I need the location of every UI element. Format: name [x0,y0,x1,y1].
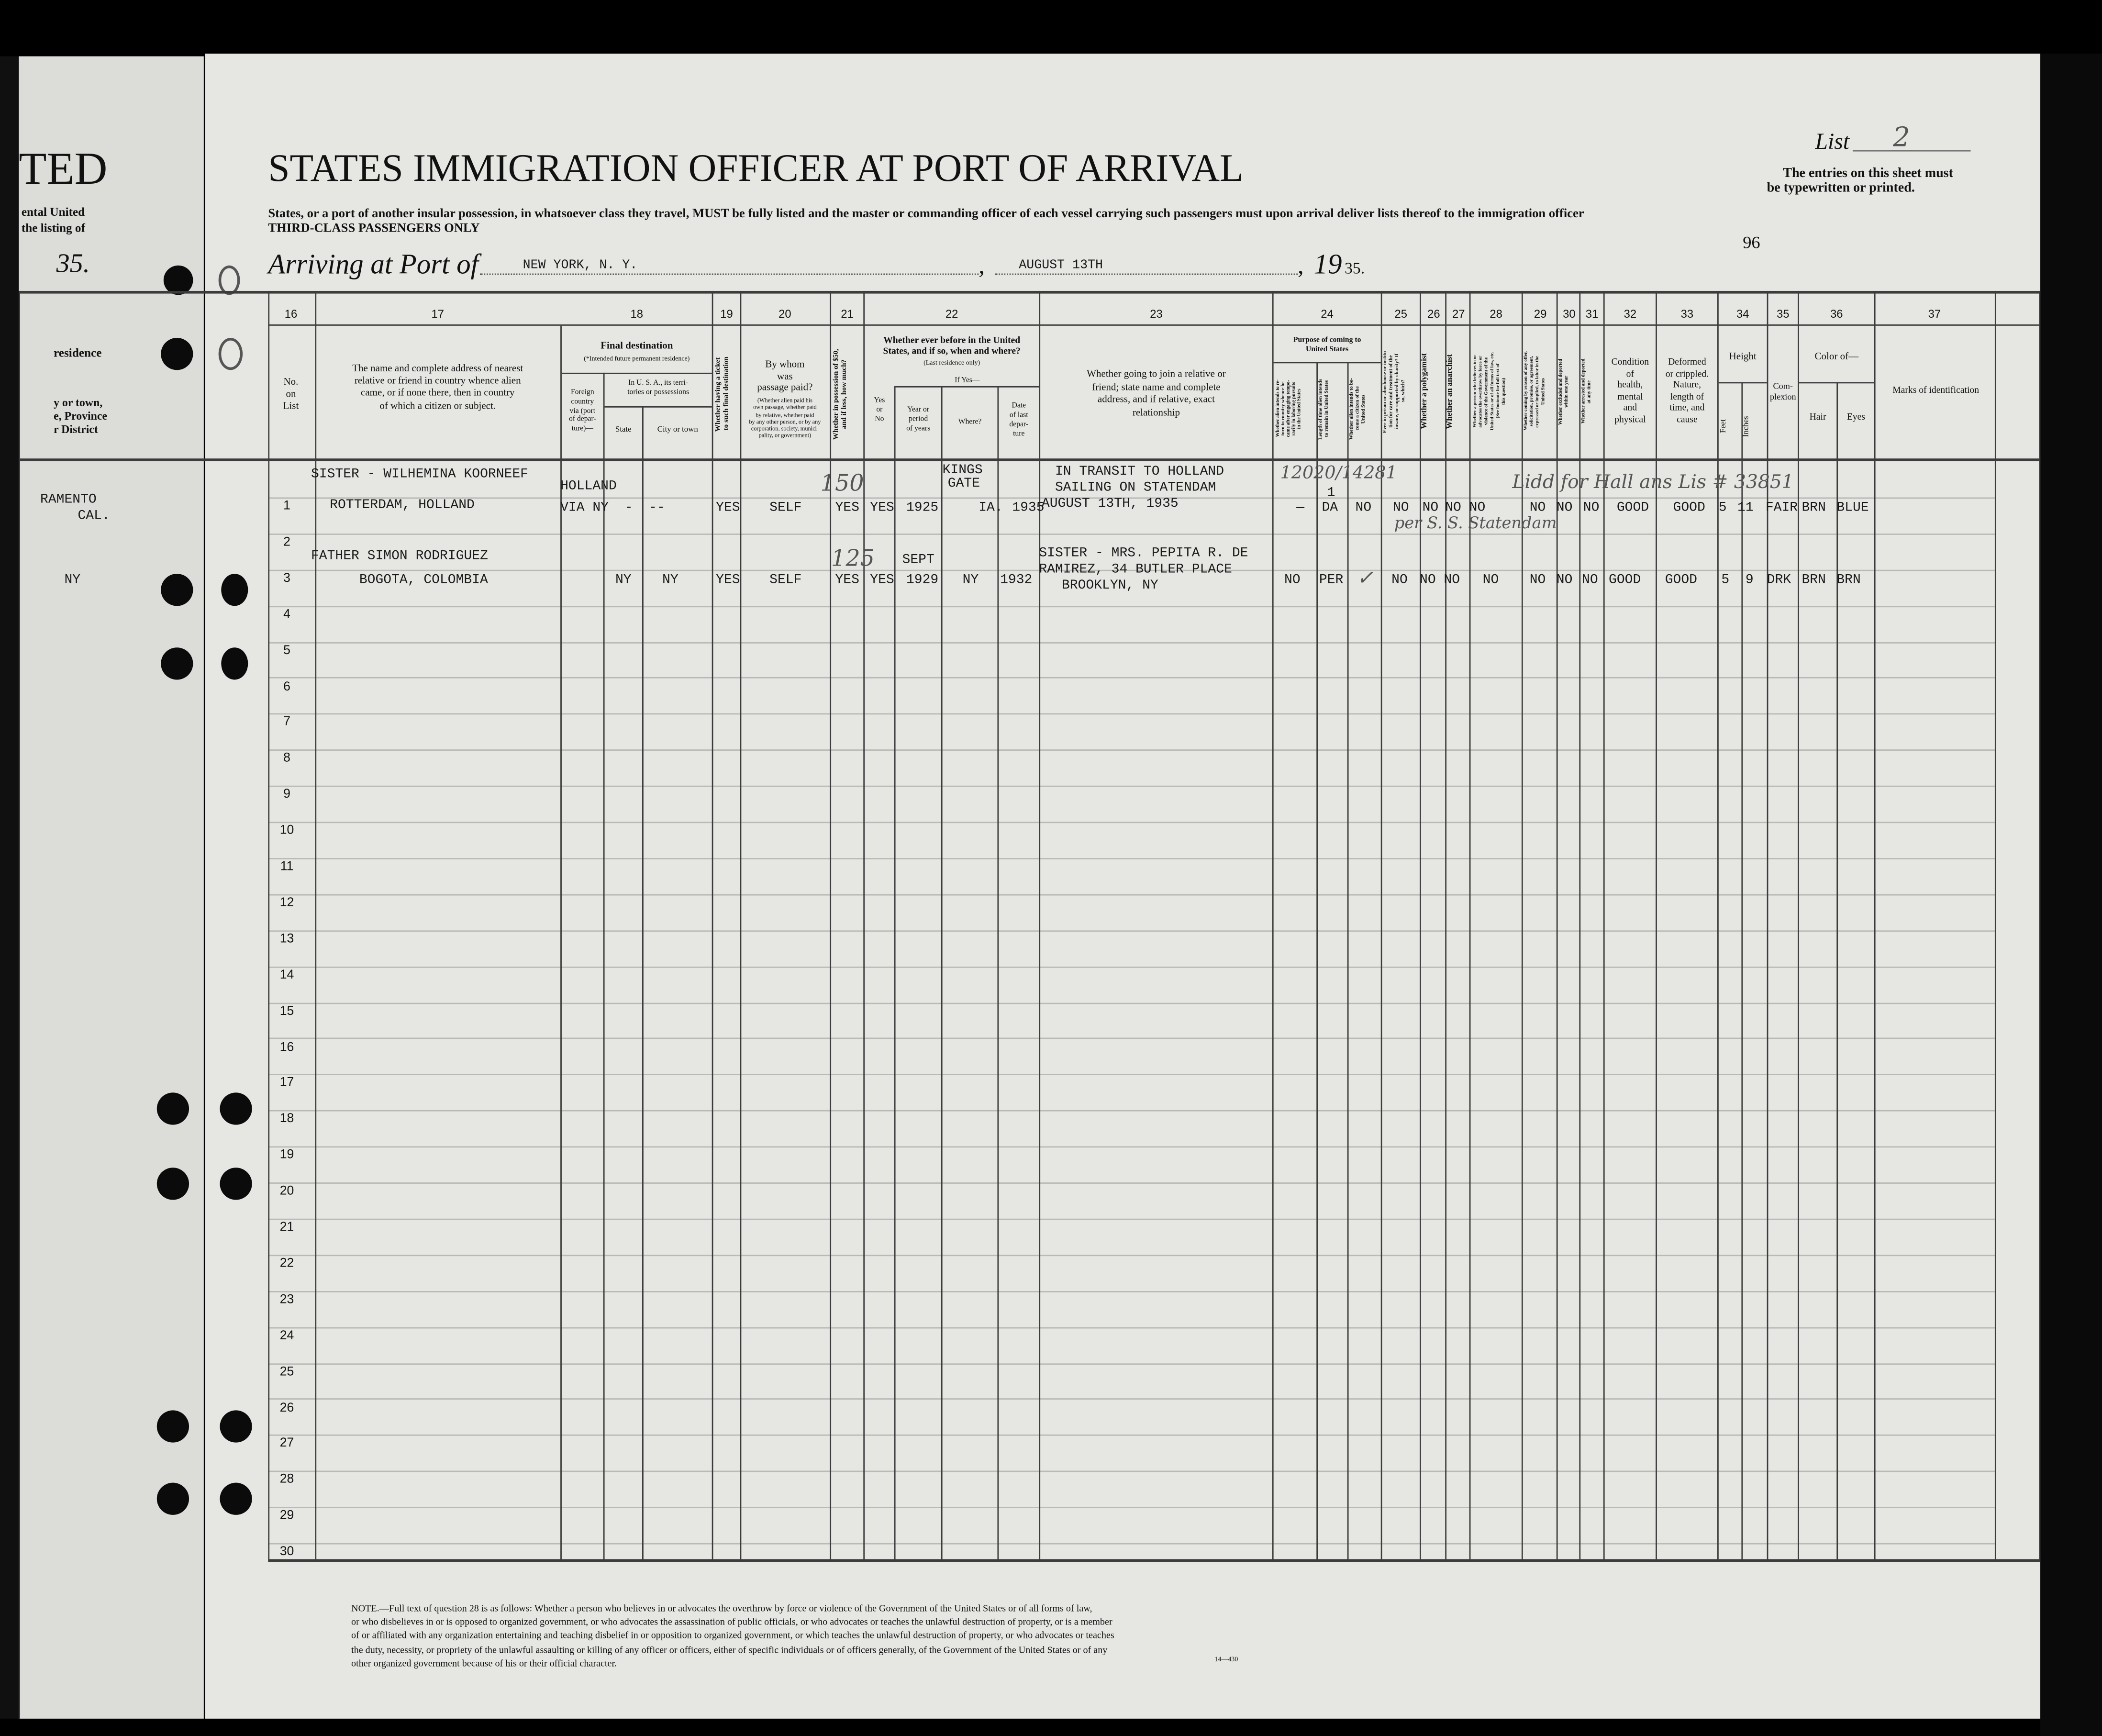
header-relative: The name and complete address of nearest relative or friend in country whence alien came, or if none there, then in country of which a citizen or subject. [352,362,523,412]
col-number: 25 [1394,307,1408,321]
entry1-foreign-1: HOLLAND [560,480,617,495]
row-number: 6 [283,679,290,695]
entry3-c27: NO [1444,574,1460,589]
header-final-destination: Final destination [601,339,673,352]
col-number: 23 [1150,307,1163,321]
column-line [603,373,605,1562]
row-number: 7 [283,714,290,730]
column-line [941,386,943,1562]
entry1-c31: NO [1583,501,1600,516]
entry3-been-before: YES [870,574,894,589]
punch-hole [157,1092,189,1124]
entry1-paid-by: SELF [769,501,802,516]
header-been-before: Whether ever before in the United States, and if so, when and where? [883,335,1021,357]
row-number: 27 [279,1436,294,1451]
list-line [1853,150,1971,152]
row-number: 5 [283,643,290,658]
row-number: 15 [279,1004,294,1019]
row-number: 1 [283,499,290,514]
row-rule [268,1219,1995,1220]
entry3-complexion: DRK [1767,574,1791,589]
entry1-citizen: NO [1355,501,1372,516]
c36-sub-rule [1799,382,1874,383]
form-number: 14—430 [1214,1657,1238,1664]
row-rule [268,786,1995,787]
header-purpose: Purpose of coming to United States [1293,336,1361,354]
entry1-inches: 11 [1737,501,1754,516]
comma: , [979,252,985,279]
entry3-joining-3: BROOKLYN, NY [1061,579,1158,594]
column-line [1836,382,1838,1561]
row-rule [268,606,1995,607]
entry3-return-intent: NO [1284,574,1301,589]
punch-hole [157,1410,189,1442]
col-number: 26 [1427,307,1440,321]
entry3-joining-2: RAMIREZ, 34 BUTLER PLACE [1039,563,1232,578]
entry1-hair: BRN [1802,501,1826,516]
entry1-c30: NO [1556,501,1573,516]
header-foreign-country: Foreign country via (port of depar- ture)— [568,389,596,434]
c18-sub-rule-2 [605,406,712,408]
header-feet: Feet [1720,419,1728,434]
entry3-c28: NO [1482,574,1499,589]
port-line [480,274,979,277]
entry1-annotation-1: Lidd for Hall ans Lis # 33851 [1512,472,1794,494]
col-number: 16 [284,307,298,321]
entry1-complexion: FAIR [1765,501,1798,516]
row-number: 20 [279,1183,294,1199]
column-line [1469,291,1471,1562]
entry1-length: DA [1322,501,1338,516]
column-line [997,386,999,1562]
column-line [1995,291,1996,1562]
entry3-year-1: SEPT [902,554,934,568]
punch-hole [220,1410,252,1442]
instructions-right-2: be typewritten or printed. [1767,181,1915,196]
punch-hole [157,1168,189,1200]
entry3-city: NY [662,574,678,589]
entry1-c25: NO [1392,501,1409,516]
column-line [1741,382,1743,1561]
entry1-where-1: KINGS [942,464,983,479]
row-rule [268,1255,1995,1256]
row-number: 23 [279,1292,294,1307]
header-marks: Marks of identification [1892,385,1980,396]
entry3-joining-1: SISTER - MRS. PEPITA R. DE [1039,547,1248,562]
column-line [1874,291,1876,1562]
passenger-class: THIRD-CLASS PASSENGERS ONLY [268,223,480,236]
row-rule [268,1146,1995,1147]
footnote-line: the duty, necessity, or propriety of the unlawful assaulting or killing of any officer or officers, either of specific individuals or of officers generally, of the Government of the United States or of any [351,1644,1108,1656]
row-rule [268,822,1995,823]
column-line [1347,362,1349,1562]
column-line [2039,291,2040,1562]
row-rule [268,1470,1995,1472]
header-final-destination-sub: (*Intended future permanent residence) [584,356,690,364]
entry1-relative-1: SISTER - WILHEMINA KOORNEEF [311,467,528,483]
row-rule [268,1110,1995,1112]
left-residence-sub-3: r District [54,422,98,436]
form-title: STATES IMMIGRATION OFFICER AT PORT OF ARRIVAL [268,147,1244,190]
row-number: 8 [283,750,290,766]
list-label: List [1815,128,1850,155]
left-row3-residence: NY [64,574,81,589]
header-polygamist: Whether a polygamist [1421,353,1429,430]
c18-sub-rule [562,373,712,374]
col-number: 17 [431,307,445,321]
col-number: 30 [1563,307,1576,321]
entry3-paid-by: SELF [769,574,802,589]
entry3-where: NY [962,574,979,589]
header-where: Where? [958,418,982,426]
header-arrested: Whether arrested and deported at any time [1580,359,1592,424]
entry1-departure: 1935 [1012,501,1045,516]
col-number: 35 [1776,307,1790,321]
col-number: 22 [945,307,958,321]
left-residence-sub-1: y or town, [54,395,103,409]
header-bottom-rule [19,458,2040,461]
year-typed: 35. [1345,258,1365,278]
column-line [1420,291,1421,1562]
row-rule [268,1435,1995,1436]
entry3-c26: NO [1420,574,1436,589]
c34-sub-rule [1719,382,1767,383]
col-number: 33 [1680,307,1694,321]
row-number: 24 [279,1328,294,1344]
header-passage-paid: By whom was passage paid? [757,358,813,393]
header-date-departure: Date of last depar- ture [1009,402,1029,439]
header-height: Height [1729,350,1757,362]
row-number: 2 [283,534,290,550]
header-question-28: Whether a person who believes in or advocates the overthrow by force or violence of the Government of the United States or of all forms of law, etc. (See footnote for full text of this question) [1472,352,1506,431]
entry1-year: 1925 [906,501,939,516]
entry1-eyes: BLUE [1836,501,1869,516]
header-joining: Whether going to join a relative or friend; state name and complete address, and if relative, exact relationship [1087,367,1226,418]
header-anarchist: Whether an anarchist [1446,354,1455,429]
col-number: 36 [1830,307,1843,321]
punch-hole [221,647,248,679]
right-dark-margin [2040,54,2102,1736]
entry1-joining-2: SAILING ON STATENDAM [1055,481,1216,496]
header-number-rule [268,324,2040,326]
row-rule [268,1507,1995,1508]
entry1-city: -- [649,501,665,516]
column-line [1445,291,1446,1562]
header-yes-no: Yes or No [874,397,885,424]
left-fragment-year: 35. [56,249,90,279]
list-number: 2 [1893,121,1910,153]
row-rule [268,967,1995,968]
column-line [1798,291,1799,1562]
punch-hole [220,1483,252,1515]
header-deformed: Deformed or crippled. Nature, length of time, and cause [1665,356,1709,424]
col-number: 24 [1321,307,1334,321]
row-number: 3 [283,571,290,586]
row-number: 12 [279,895,294,911]
footnote-line: NOTE.—Full text of question 28 is as follows: Whether a person who believes in or advocates the overthrow by force or violence of the Government of the United States or of all forms of law, [351,1603,1092,1614]
row-rule [268,1291,1995,1292]
header-passage-paid-sub: (Whether alien paid his own passage, whether paid by relative, whether paid by any other person, or by any corporation, society, munici- pality, or government) [749,397,821,439]
entry3-deformed: GOOD [1665,574,1697,589]
row-number: 10 [279,823,294,838]
column-line [712,291,713,1562]
header-citizen-intent: Whether alien intends to be- come a citizen of the United States [1348,378,1366,440]
left-row1-residence-1: RAMENTO [40,493,97,508]
header-eyes: Eyes [1846,412,1865,423]
entry1-where-3: IA. [979,501,1003,516]
form-instructions: States, or a port of another insular possession, in whatsoever class they travel, MUST be fully listed and the master or commanding officer of each vessel carrying such passengers must upon arrival deliver lists thereof to the immigration officer [268,208,1584,222]
c24-sub-rule [1274,362,1381,363]
entry3-relative-1: FATHER SIMON RODRIGUEZ [311,549,488,565]
punch-hole [161,647,193,679]
footnote-line: or who disbelieves in or is opposed to organized government, or who advocates the assassination of public officials, or who advocates or teaches the unlawful destruction of property, or is a member [351,1617,1112,1628]
entry3-feet: 5 [1721,574,1730,589]
entry1-feet: 5 [1718,501,1727,516]
left-dark-margin [0,56,19,1719]
header-no-on-list: No. on List [283,375,299,412]
entry1-money: YES [835,501,859,516]
left-fragment-sub-1: ental United [21,205,85,219]
row-rule [268,1182,1995,1184]
left-residence-header: residence [54,345,102,359]
row-rule [268,713,1995,715]
entry1-joining-3: AUGUST 13TH, 1935 [1041,497,1179,512]
entry1-state: - [624,501,633,516]
entry3-health: GOOD [1609,574,1641,589]
row-number: 30 [279,1544,294,1559]
footnote-line: of or affiliated with any organization entertaining and teaching disbelief in or opposition to organized government, or which teaches the unlawful destruction of property, or who advocates or teaches [351,1631,1114,1642]
header-year-period: Year or period of years [906,406,931,433]
entry3-state: NY [615,574,632,589]
header-hair: Hair [1809,412,1826,423]
header-city: City or town [657,426,698,434]
entry3-eyes: BRN [1836,574,1861,589]
row-number: 4 [283,607,290,622]
column-line [1316,362,1318,1562]
entry1-c24-hand: 12020/14281 [1280,464,1397,484]
entry1-health: GOOD [1616,501,1649,516]
entry3-inches: 9 [1745,574,1754,589]
entry1-length-top: 1 [1327,487,1335,501]
table-top-rule [19,291,2040,294]
entry1-relative-2: ROTTERDAM, HOLLAND [330,499,475,514]
row-rule [268,642,1995,644]
row-rule [268,894,1995,896]
row-number: 14 [279,968,294,983]
header-if-yes: If Yes— [955,377,980,385]
row-rule [268,1038,1995,1039]
row-number: 22 [279,1256,294,1271]
row-rule [268,1074,1995,1075]
column-line [642,406,644,1562]
header-return-intent: Whether alien intends to re- turn to country whence he came after engaging tempo- rarily in laboring pursuits in the United States [1275,380,1302,438]
left-page-fragment [19,56,204,1719]
row-rule [268,677,1995,679]
punch-hole [161,574,193,606]
col-number: 31 [1585,307,1599,321]
header-labor-offer: Whether coming by reason of any offer, solicitation, promise, or agreement, expressed or implied, to labor in the United States [1523,352,1546,431]
entry1-return-intent: — [1296,501,1305,516]
table-bottom-rule [268,1559,2040,1562]
footnote [351,1602,1290,1670]
left-row1-residence-2: CAL. [78,509,110,524]
entry1-foreign-2: VIA NY [560,501,609,516]
column-line [1272,291,1274,1562]
header-been-before-sub: (Last residence only) [923,360,980,367]
entry1-money-hand: 150 [820,470,864,498]
page-number: 96 [1743,232,1760,252]
entry3-relative-2: BOGOTA, COLOMBIA [359,574,488,589]
col-number: 28 [1490,307,1502,321]
row-rule [268,1003,1995,1004]
entry1-c29: NO [1529,501,1546,516]
col-number: 37 [1928,307,1941,321]
entry3-length: PER [1319,574,1344,589]
entry3-year: 1929 [906,574,939,589]
entry1-joining-1: IN TRANSIT TO HOLLAND [1055,465,1224,480]
row-number: 25 [279,1365,294,1380]
arriving-label: Arriving at Port of [268,248,478,280]
column-line [740,291,742,1562]
row-number: 18 [279,1111,294,1126]
entry1-deformed: GOOD [1673,501,1705,516]
row-rule [268,1363,1995,1365]
column-line [19,291,20,1719]
date-line [995,274,1298,277]
entry3-hair: BRN [1802,574,1826,589]
col-number: 20 [779,307,791,321]
punch-hole [157,1483,189,1515]
header-excluded: Whether excluded and deported within one year [1557,358,1569,425]
left-fragment-sub-2: the listing of [21,221,85,235]
entry3-ticket: YES [716,574,740,589]
entry3-citizen-check: ✓ [1357,566,1374,590]
entry1-ticket: YES [716,501,740,516]
left-residence-sub-2: e, Province [54,409,108,423]
row-rule [268,1327,1995,1329]
port-of-arrival: NEW YORK, N. Y. [523,257,638,272]
row-number: 29 [279,1508,294,1523]
row-rule [268,534,1995,535]
punch-hole [221,574,248,606]
col-number: 27 [1452,307,1465,321]
col-number: 29 [1534,307,1547,321]
instructions-right-1: The entries on this sheet must [1783,166,1953,181]
year-prefix: 19 [1313,248,1342,280]
col-number: 34 [1736,307,1749,321]
punch-hole [161,338,193,370]
entry1-c26: NO [1422,501,1439,516]
row-number: 26 [279,1401,294,1416]
entry3-c31: NO [1582,574,1598,589]
col-number: 18 [630,307,644,321]
row-rule [268,1543,1995,1545]
col-number: 32 [1624,307,1637,321]
entry3-c25: NO [1391,574,1408,589]
entry1-c28: NO [1469,501,1486,516]
left-fragment-title: TED [19,145,108,195]
header-prison: Ever in prison or almshouse or institu- tion for care and treatment of the insane, or supported by charity? If so, which? [1382,349,1406,434]
column-line [1039,291,1040,1562]
entry1-where-2: GATE [947,477,980,492]
row-rule [268,930,1995,932]
header-ticket: Whether having a ticket to such final destination [714,357,731,432]
arrival-date: AUGUST 13TH [1019,257,1103,272]
header-color: Color of— [1814,350,1859,362]
header-in-usa: In U. S. A., its terri- tories or possessions [627,379,690,397]
header-health: Condition of health, mental and physical [1611,356,1649,424]
entry1-annotation-2: per S. S. Statendam [1394,513,1557,533]
header-inches: Inches [1743,416,1751,437]
entry3-c29: NO [1529,574,1546,589]
entry1-c27: NO [1445,501,1461,516]
entry3-c30: NO [1556,574,1573,589]
punch-hole [220,1092,252,1124]
row-rule [268,858,1995,859]
footnote-line: other organized government because of his or their official character. [351,1658,617,1669]
entry3-money: YES [835,574,859,589]
row-number: 11 [280,859,294,874]
row-number: 16 [279,1040,294,1055]
punch-hole-outline [219,338,243,370]
form-sheet [205,54,2041,1719]
row-number: 21 [279,1220,294,1235]
header-length-of-stay: Length of time alien intends to remain in United States [1318,378,1329,440]
col-number: 19 [720,307,733,321]
row-rule [268,1398,1995,1400]
row-number: 28 [279,1472,294,1487]
row-rule [268,749,1995,751]
entry3-money-hand: 125 [831,545,875,573]
row-number: 13 [279,932,294,947]
header-money: Whether in possession of $50, and if less, how much? [832,348,849,440]
header-state: State [615,426,632,434]
column-line [894,386,896,1562]
punch-hole [220,1168,252,1200]
header-complexion: Com- plexion [1769,382,1796,402]
comma: , [1298,252,1304,279]
row-number: 19 [279,1147,294,1163]
col-number: 21 [841,307,854,321]
entry3-departure: 1932 [1000,574,1033,589]
row-number: 9 [283,787,290,802]
row-number: 17 [279,1075,294,1090]
entry1-been-before: YES [870,501,894,516]
